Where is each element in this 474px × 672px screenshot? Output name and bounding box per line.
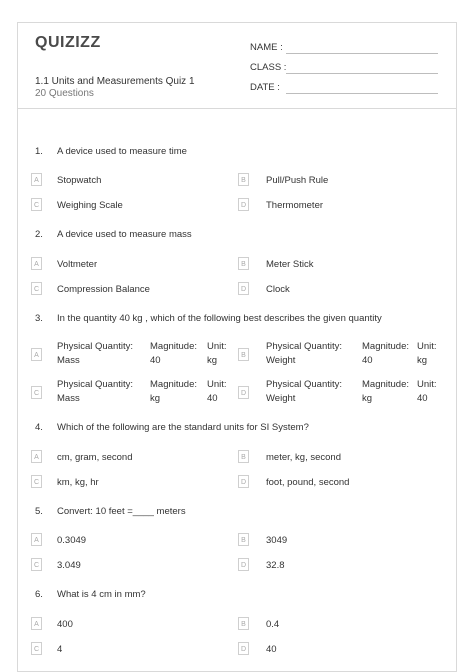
option-badge: C bbox=[31, 386, 42, 399]
option-2a: Voltmeter bbox=[57, 259, 98, 270]
option-badge: D bbox=[238, 198, 249, 211]
option-badge: D bbox=[238, 386, 249, 399]
option-badge: D bbox=[238, 475, 249, 488]
quiz-title: 1.1 Units and Measurements Quiz 1 bbox=[35, 76, 195, 87]
question-number: 5. bbox=[35, 506, 43, 517]
option-badge: C bbox=[31, 475, 42, 488]
class-line bbox=[286, 73, 438, 74]
question-3 bbox=[35, 313, 382, 324]
option-badge: A bbox=[31, 617, 42, 630]
question-5 bbox=[35, 506, 186, 517]
question-number: 1. bbox=[35, 146, 43, 157]
question-number: 2. bbox=[35, 229, 43, 240]
option-badge: B bbox=[238, 257, 249, 270]
option-3d-unit: Unit: 40 bbox=[417, 379, 437, 404]
option-3d-magnitude: Magnitude: kg bbox=[362, 379, 410, 404]
option-badge: B bbox=[238, 348, 249, 361]
question-number: 3. bbox=[35, 313, 43, 324]
option-3a-unit: Unit: kg bbox=[207, 341, 227, 366]
option-badge: A bbox=[31, 533, 42, 546]
question-number: 6. bbox=[35, 589, 43, 600]
option-badge: C bbox=[31, 642, 42, 655]
question-text: Convert: 10 feet =____ meters bbox=[57, 506, 186, 517]
name-line bbox=[286, 53, 438, 54]
option-badge: C bbox=[31, 558, 42, 571]
option-badge: A bbox=[31, 348, 42, 361]
option-badge: C bbox=[31, 198, 42, 211]
question-text: What is 4 cm in mm? bbox=[57, 589, 146, 600]
option-1b: Pull/Push Rule bbox=[266, 175, 329, 186]
option-5a: 0.3049 bbox=[57, 535, 87, 546]
option-badge: A bbox=[31, 450, 42, 463]
option-3c-unit: Unit: 40 bbox=[207, 379, 227, 404]
option-4a: cm, gram, second bbox=[57, 452, 133, 463]
option-3b-magnitude: Magnitude: 40 bbox=[362, 341, 410, 366]
date-label: DATE : bbox=[250, 82, 280, 93]
option-3d-quantity: Physical Quantity: Weight bbox=[266, 379, 343, 404]
option-badge: A bbox=[31, 257, 42, 270]
option-badge: B bbox=[238, 617, 249, 630]
option-badge: A bbox=[31, 173, 42, 186]
option-badge: B bbox=[238, 450, 249, 463]
class-label: CLASS : bbox=[250, 62, 287, 73]
option-1d: Thermometer bbox=[266, 200, 324, 211]
question-6 bbox=[35, 589, 146, 600]
question-text: A device used to measure time bbox=[57, 146, 187, 157]
option-5d: 32.8 bbox=[266, 560, 285, 571]
option-4b: meter, kg, second bbox=[266, 452, 341, 463]
header-divider bbox=[17, 108, 457, 109]
question-2 bbox=[35, 229, 192, 240]
option-3a-quantity: Physical Quantity: Mass bbox=[57, 341, 134, 366]
option-6a: 400 bbox=[57, 619, 73, 630]
date-line bbox=[286, 93, 438, 94]
option-3a-magnitude: Magnitude: 40 bbox=[150, 341, 198, 366]
option-badge: D bbox=[238, 282, 249, 295]
question-4 bbox=[35, 422, 309, 433]
question-number: 4. bbox=[35, 422, 43, 433]
option-badge: C bbox=[31, 282, 42, 295]
option-3b-unit: Unit: kg bbox=[417, 341, 437, 366]
option-1a: Stopwatch bbox=[57, 175, 102, 186]
option-6b: 0.4 bbox=[266, 619, 280, 630]
option-5b: 3049 bbox=[266, 535, 288, 546]
question-text: In the quantity 40 kg , which of the following best describes the given quantity bbox=[57, 313, 382, 324]
option-2d: Clock bbox=[266, 284, 290, 295]
option-1c: Weighing Scale bbox=[57, 200, 123, 211]
question-1 bbox=[35, 146, 187, 157]
option-badge: B bbox=[238, 173, 249, 186]
option-2b: Meter Stick bbox=[266, 259, 314, 270]
option-4c: km, kg, hr bbox=[57, 477, 99, 488]
question-text: Which of the following are the standard units for SI System? bbox=[57, 422, 309, 433]
option-3c-quantity: Physical Quantity: Mass bbox=[57, 379, 134, 404]
option-6c: 4 bbox=[57, 644, 63, 655]
option-5c: 3.049 bbox=[57, 560, 81, 571]
name-label: NAME : bbox=[250, 42, 283, 53]
question-text: A device used to measure mass bbox=[57, 229, 192, 240]
option-4d: foot, pound, second bbox=[266, 477, 350, 488]
option-2c: Compression Balance bbox=[57, 284, 150, 295]
option-3b-quantity: Physical Quantity: Weight bbox=[266, 341, 343, 366]
quizizz-logo: QUIZIZZ bbox=[35, 34, 101, 51]
option-badge: B bbox=[238, 533, 249, 546]
option-6d: 40 bbox=[266, 644, 277, 655]
option-badge: D bbox=[238, 642, 249, 655]
option-3c-magnitude: Magnitude: kg bbox=[150, 379, 198, 404]
option-badge: D bbox=[238, 558, 249, 571]
quiz-question-count: 20 Questions bbox=[35, 88, 94, 99]
